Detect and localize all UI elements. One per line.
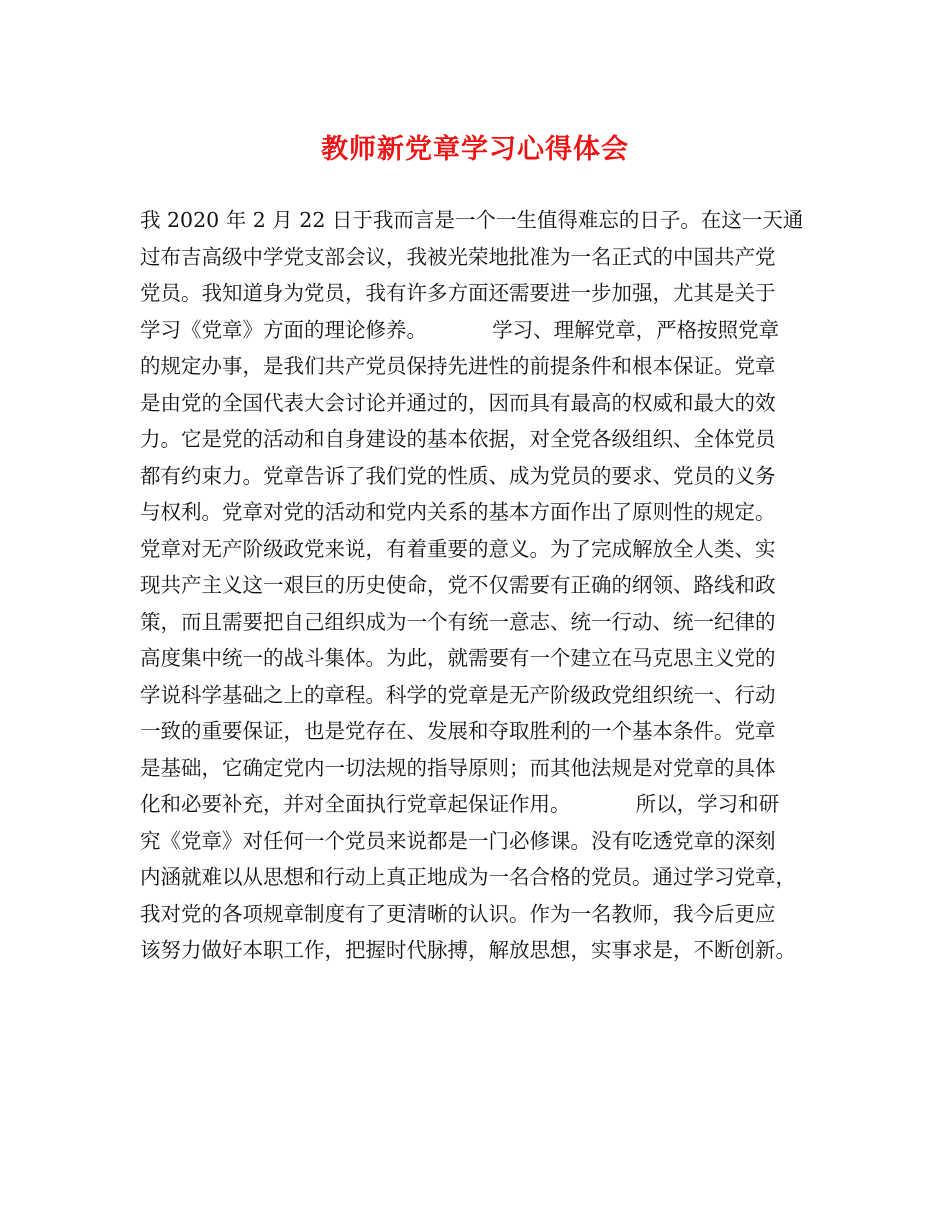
body-line: 我 2020 年 2 月 22 日于我而言是一个一生值得难忘的日子。在这一天通 — [140, 208, 804, 232]
document-title: 教师新党章学习心得体会 — [321, 134, 629, 165]
body-line: 都有约束力。党章告诉了我们党的性质、成为党员的要求、党员的义务 — [140, 463, 776, 488]
body-line: 是由党的全国代表大会讨论并通过的，因而具有最高的权威和最大的效 — [140, 390, 776, 415]
body-line: 我对党的各项规章制度有了更清晰的认识。作为一名教师，我今后更应 — [140, 901, 776, 926]
document-body — [140, 202, 840, 969]
body-line: 党员。我知道身为党员，我有许多方面还需要进一步加强，尤其是关于 — [140, 281, 776, 305]
body-line: 策，而且需要把自己组织成为一个有统一意志、统一行动、统一纪律的 — [140, 609, 776, 634]
body-line: 的规定办事，是我们共产党员保持先进性的前提条件和根本保证。党章 — [140, 354, 776, 378]
body-line: 化和必要补充，并对全面执行党章起保证作用。 所以，学习和研 — [140, 792, 780, 816]
body-line: 高度集中统一的战斗集体。为此，就需要有一个建立在马克思主义党的 — [140, 646, 776, 670]
body-line: 该努力做好本职工作，把握时代脉搏，解放思想，实事求是，不断创新。 — [140, 938, 796, 962]
body-line: 现共产主义这一艰巨的历史使命，党不仅需要有正确的纲领、路线和政 — [140, 573, 776, 597]
body-line: 内涵就难以从思想和行动上真正地成为一名合格的党员。通过学习党章， — [140, 865, 796, 889]
body-line: 学说科学基础之上的章程。科学的党章是无产阶级政党组织统一、行动 — [140, 682, 776, 707]
body-line: 究《党章》对任何一个党员来说都是一门必修课。没有吃透党章的深刻 — [140, 828, 776, 853]
body-line: 一致的重要保证，也是党存在、发展和夺取胜利的一个基本条件。党章 — [140, 719, 776, 743]
body-line: 力。它是党的活动和自身建设的基本依据，对全党各级组织、全体党员 — [140, 427, 776, 451]
body-line: 是基础，它确定党内一切法规的指导原则；而其他法规是对党章的具体 — [140, 755, 776, 780]
body-line: 与权利。党章对党的活动和党内关系的基本方面作出了原则性的规定。 — [140, 500, 776, 524]
body-line: 学习《党章》方面的理论修养。 学习、理解党章，严格按照党章 — [140, 317, 780, 342]
body-line: 党章对无产阶级政党来说，有着重要的意义。为了完成解放全人类、实 — [140, 536, 776, 561]
body-line: 过布吉高级中学党支部会议，我被光荣地批准为一名正式的中国共产党 — [140, 244, 776, 269]
